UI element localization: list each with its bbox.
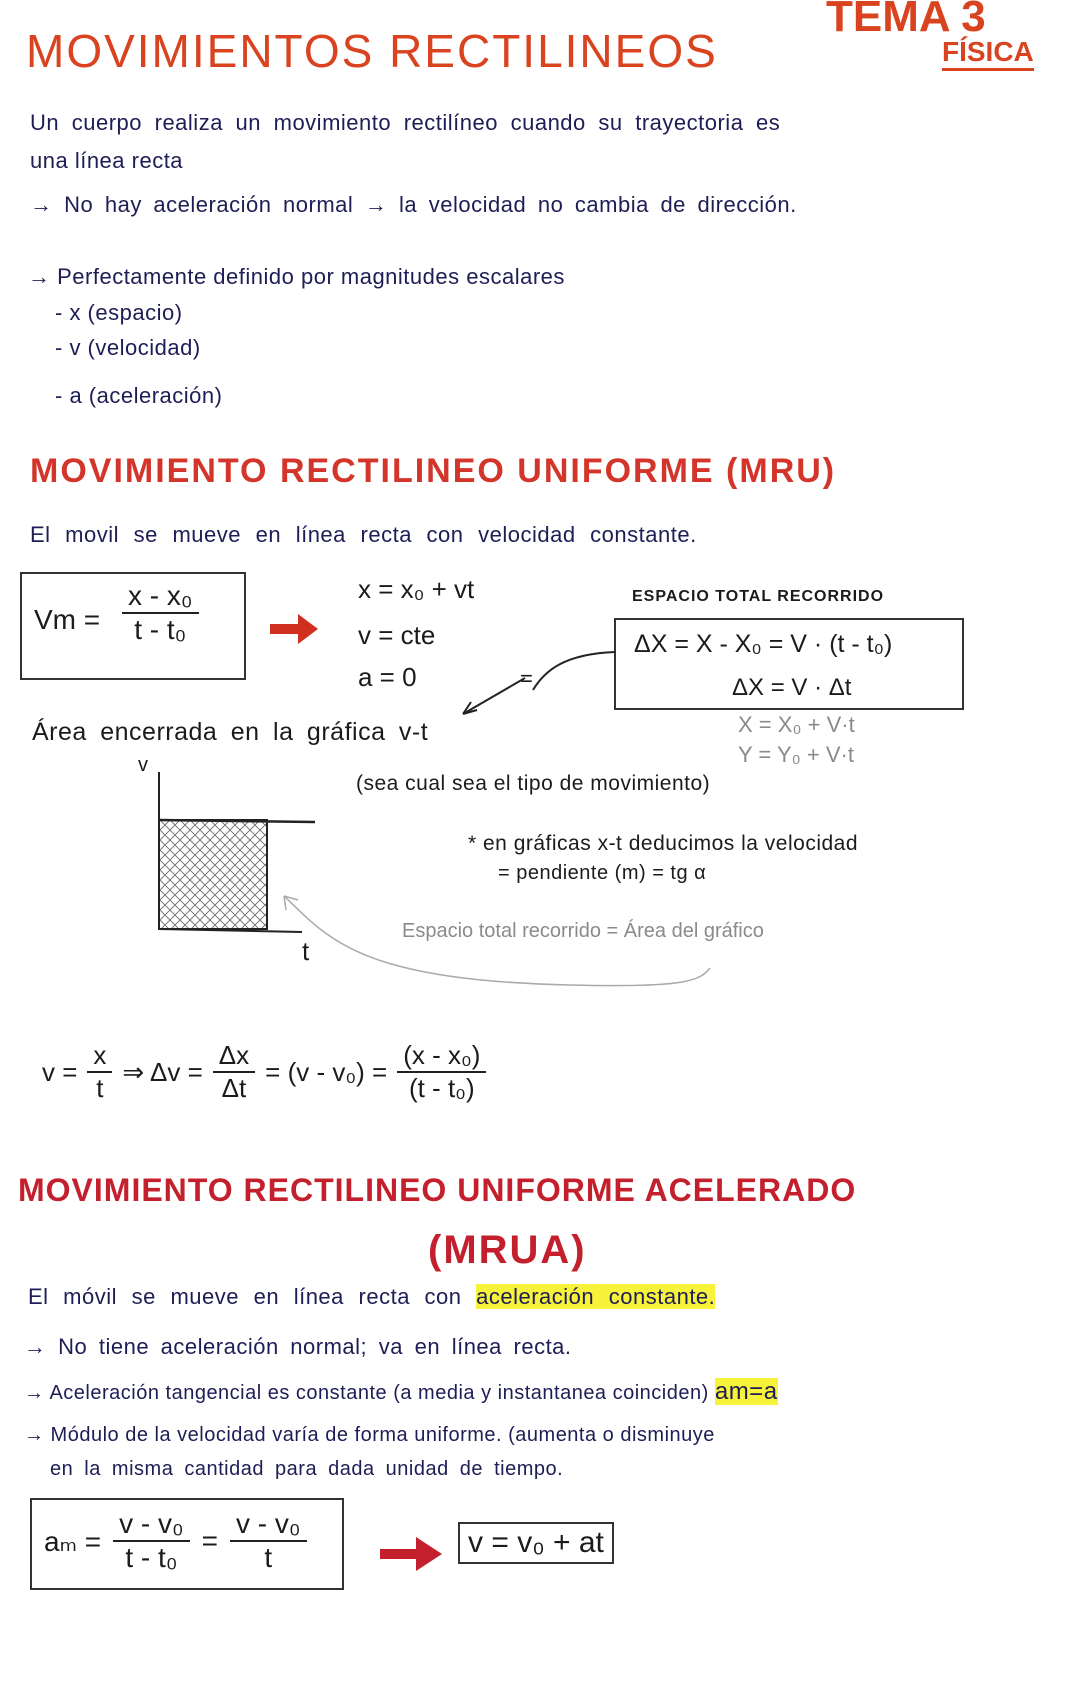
mrua-bullet-1: → No tiene aceleración normal; va en línea recta.	[24, 1334, 572, 1359]
deriv-v-num: x	[87, 1040, 112, 1073]
mrua-bullet-2-text: → Aceleración tangencial es constante (a media y instantanea coinciden)	[24, 1382, 709, 1404]
eq-velocity: v = cte	[358, 620, 436, 650]
mrua-definition	[28, 1284, 715, 1310]
magnitude-v: - v (velocidad)	[55, 335, 201, 360]
mrua-definition-text: El móvil se mueve en línea recta con	[28, 1284, 462, 1309]
eq-position: x = x₀ + vt	[358, 574, 475, 604]
vm-lhs: Vm =	[34, 604, 101, 635]
velocity-derivation	[42, 1040, 486, 1104]
mru-title: MOVIMIENTO RECTILINEO UNIFORME (MRU)	[30, 452, 837, 490]
red-arrow-icon-2	[378, 1534, 446, 1574]
am-eq: =	[201, 1525, 219, 1556]
intro-bullet-1: → No hay aceleración normal → la velocidad no cambia de dirección.	[30, 192, 797, 217]
gray-eq-y: Y = Y₀ + V·t	[738, 742, 854, 767]
am-formula-box	[30, 1498, 344, 1590]
deriv-d-num: Δx	[213, 1040, 255, 1073]
eq-acceleration: a = 0	[358, 662, 417, 692]
am-lhs: aₘ =	[44, 1525, 102, 1557]
red-arrow-icon	[268, 612, 320, 646]
magnitude-x: - x (espacio)	[55, 300, 183, 325]
deriv-implies: ⇒ Δv =	[122, 1056, 203, 1087]
deriv-v-den: t	[96, 1073, 104, 1103]
mrua-title-line-1: MOVIMIENTO RECTILINEO UNIFORME ACELERADO	[18, 1172, 857, 1208]
am-num-1: v - v₀	[113, 1508, 190, 1542]
highlight-constant-acceleration: aceleración constante.	[476, 1284, 716, 1309]
deriv-r-num: (x - x₀)	[397, 1040, 486, 1073]
area-text: Área encerrada en la gráfica v-t	[32, 718, 429, 746]
vm-formula-box	[20, 572, 246, 680]
delta-x-line-1: ΔX = X - X₀ = V · (t - t₀)	[634, 630, 893, 658]
deriv-v: v =	[42, 1056, 78, 1087]
highlight-am-equals-a: am=a	[714, 1378, 778, 1405]
vm-fraction	[122, 580, 199, 646]
intro-bullet-2: → Perfectamente definido por magnitudes escalares	[28, 264, 565, 289]
xt-note-2: = pendiente (m) = tg α	[498, 862, 707, 884]
graph-v-label: v	[138, 754, 148, 776]
area-note: (sea cual sea el tipo de movimiento)	[356, 772, 711, 795]
mrua-bullet-2	[24, 1378, 778, 1406]
espacio-total-label: ESPACIO TOTAL RECORRIDO	[632, 588, 885, 605]
magnitude-a: - a (aceleración)	[55, 383, 223, 408]
delta-x-line-2: ΔX = V · Δt	[732, 674, 852, 701]
gray-eq-x: X = X₀ + V·t	[738, 712, 855, 737]
am-den-1: t - t₀	[125, 1542, 178, 1573]
tema-label: TEMA 3	[826, 0, 986, 41]
mrua-bullet-3-line-2: en la misma cantidad para dada unidad de tiempo.	[50, 1458, 564, 1480]
result-formula-box: v = v₀ + at	[458, 1522, 614, 1564]
equals-mark: =	[520, 666, 533, 691]
intro-line-1: Un cuerpo realiza un movimiento rectilíneo cuando su trayectoria es	[30, 110, 781, 135]
deriv-r-den: (t - t₀)	[408, 1073, 475, 1103]
intro-line-2: una línea recta	[30, 148, 184, 173]
vm-denominator: t - t₀	[134, 614, 187, 645]
am-den-2: t	[264, 1542, 273, 1573]
mrua-title-line-2: (MRUA)	[428, 1228, 587, 1272]
am-num-2: v - v₀	[230, 1508, 307, 1542]
area-annotation: Espacio total recorrido = Área del gráfico	[402, 920, 764, 942]
area-rect	[159, 820, 267, 929]
xt-note-1: * en gráficas x-t deducimos la velocidad	[468, 832, 859, 855]
delta-x-box	[614, 618, 964, 710]
graph-t-label: t	[302, 936, 310, 966]
mrua-bullet-3-line-1: → Módulo de la velocidad varía de forma uniforme. (aumenta o disminuye	[24, 1424, 715, 1446]
deriv-mid: = (v - v₀) =	[265, 1056, 388, 1087]
subject-label: FÍSICA	[942, 36, 1034, 71]
curved-arrow-icon	[455, 640, 625, 720]
page-title: MOVIMIENTOS RECTILINEOS	[26, 25, 718, 77]
mru-definition: El movil se mueve en línea recta con velocidad constante.	[30, 522, 697, 547]
deriv-d-den: Δt	[221, 1073, 247, 1103]
vm-numerator: x - x₀	[122, 580, 199, 614]
